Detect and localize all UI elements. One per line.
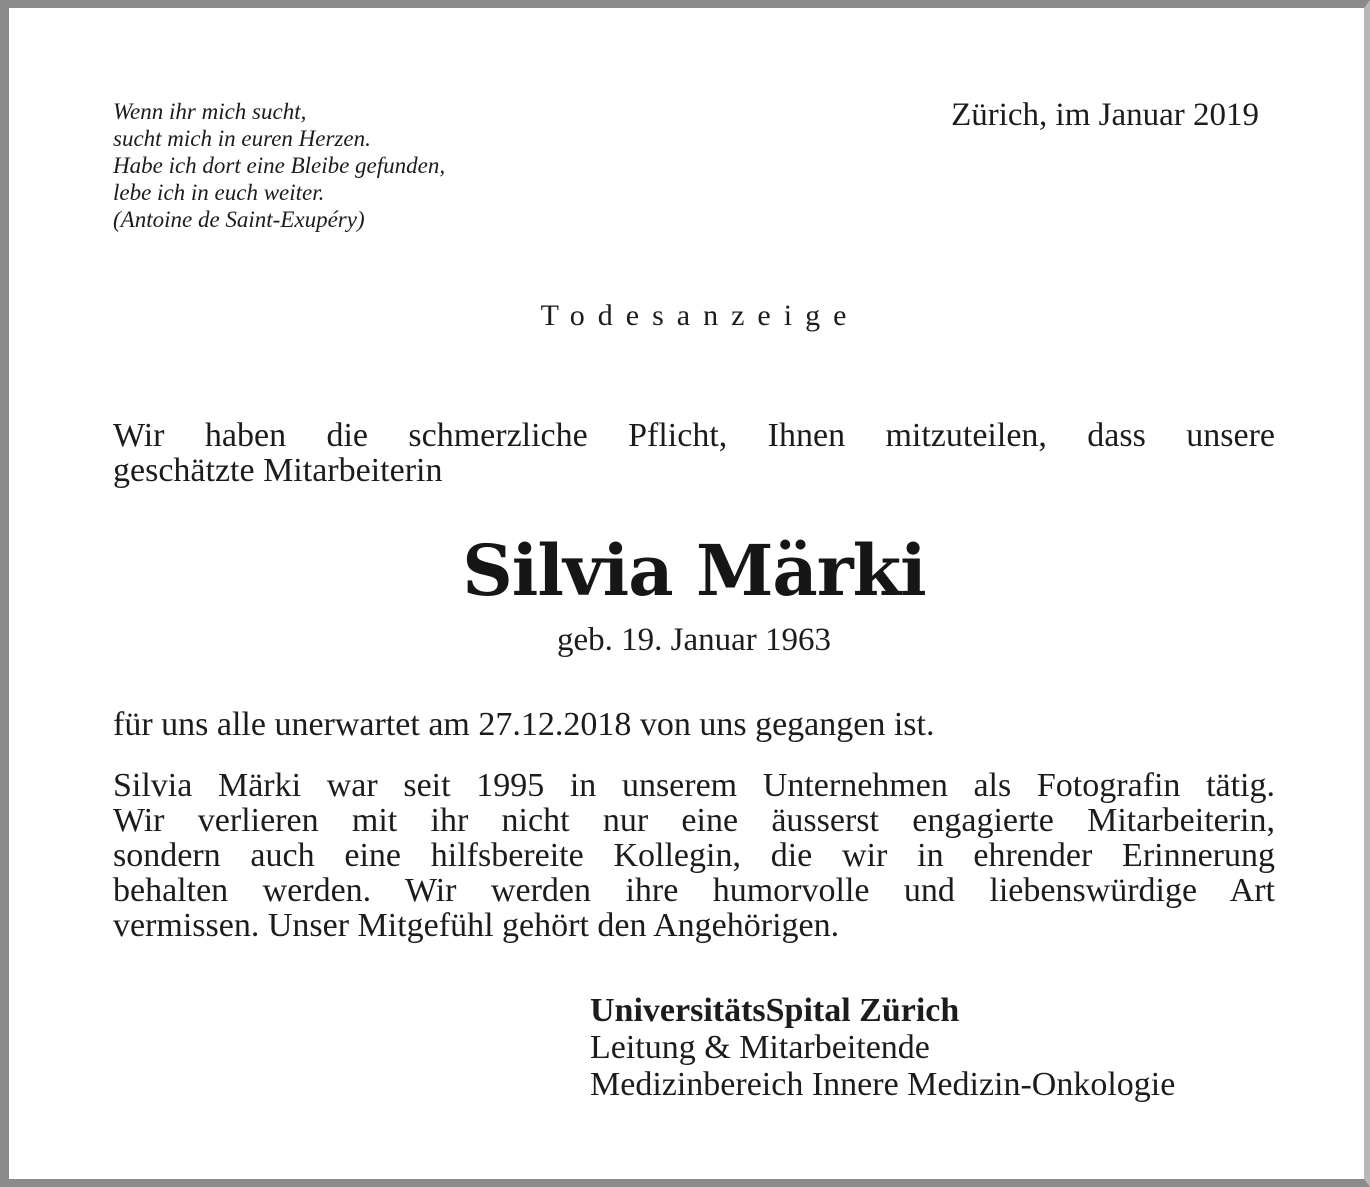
deceased-name: Silvia Märki: [462, 529, 926, 612]
intro-line: geschätzte Mitarbeiterin: [113, 452, 443, 489]
tribute-line: sondern auch eine hilfsbereite Kollegin, die wir in ehrender Erinnerung: [113, 837, 1275, 874]
signature-line: Leitung & Mitarbeitende: [590, 1029, 930, 1066]
birth-date: geb. 19. Januar 1963: [556, 622, 832, 658]
intro-line: Wir haben die schmerzliche Pflicht, Ihnen mitzuteilen, dass unsere: [113, 417, 1275, 454]
notice-heading: Todesanzeige: [540, 299, 860, 332]
motto-line: sucht mich in euren Herzen.: [113, 126, 371, 151]
intro-paragraph: [113, 418, 1275, 488]
organization-name: UniversitätsSpital Zürich: [590, 992, 960, 1029]
motto-line: Habe ich dort eine Bleibe gefunden,: [113, 153, 446, 178]
tribute-paragraph: [113, 768, 1275, 943]
signature-block: [590, 992, 1175, 1103]
tribute-line: vermissen. Unser Mitgefühl gehört den Angehörigen.: [113, 907, 840, 944]
tribute-line: behalten werden. Wir werden ihre humorvolle und liebenswürdige Art: [113, 872, 1275, 909]
place-date: Zürich, im Januar 2019: [951, 97, 1259, 133]
motto-attribution: (Antoine de Saint-Exupéry): [113, 207, 365, 232]
signature-line: Medizinbereich Innere Medizin-Onkologie: [590, 1066, 1176, 1103]
motto-line: Wenn ihr mich sucht,: [113, 99, 307, 124]
tribute-line: Silvia Märki war seit 1995 in unserem Unternehmen als Fotografin tätig.: [113, 767, 1275, 804]
passing-statement: für uns alle unerwartet am 27.12.2018 von uns gegangen ist.: [113, 706, 935, 743]
motto-quote: [113, 98, 445, 233]
motto-line: lebe ich in euch weiter.: [113, 180, 325, 205]
tribute-line: Wir verlieren mit ihr nicht nur eine äusserst engagierte Mitarbeiterin,: [113, 802, 1275, 839]
